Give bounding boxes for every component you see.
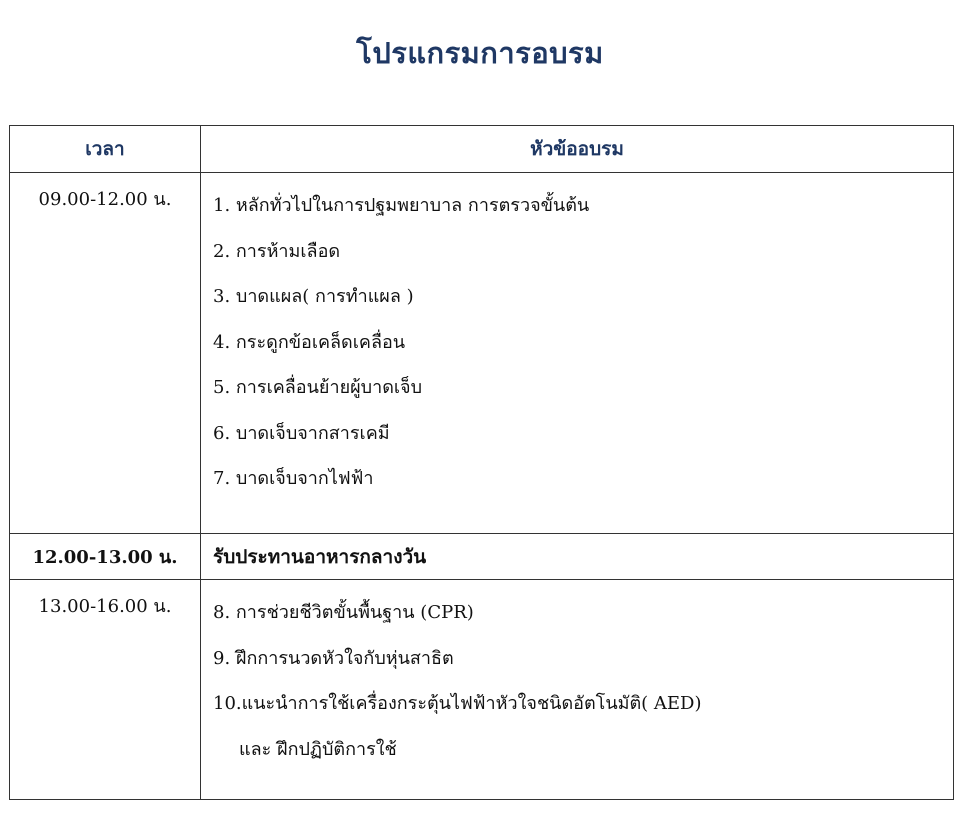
training-schedule-table	[9, 125, 954, 800]
session-topics	[201, 580, 954, 800]
topic-item: 6. บาดเจ็บจากสารเคมี	[213, 422, 390, 444]
table-header-row	[10, 126, 954, 173]
topic-item: 3. บาดแผล( การทำแผล )	[213, 286, 414, 307]
table-row-afternoon-session	[10, 580, 954, 800]
column-header-topic: หัวข้ออบรม	[201, 126, 954, 173]
topic-item: 9. ฝึกการนวดหัวใจกับหุ่นสาธิต	[213, 647, 454, 669]
table-row-lunch-break	[10, 534, 954, 580]
column-header-time: เวลา	[10, 126, 201, 173]
session-time: 12.00-13.00 น.	[10, 534, 201, 580]
topic-item: 8. การช่วยชีวิตขั้นพื้นฐาน (CPR)	[213, 602, 474, 623]
topic-item: 4. กระดูกข้อเคล็ดเคลื่อน	[213, 331, 406, 353]
topic-item: 7. บาดเจ็บจากไฟฟ้า	[213, 468, 374, 489]
session-topics	[201, 173, 954, 534]
lunch-label: รับประทานอาหารกลางวัน	[201, 534, 954, 580]
session-time: 13.00-16.00 น.	[10, 580, 201, 800]
table-row-morning-session	[10, 173, 954, 534]
topic-item: 1. หลักทั่วไปในการปฐมพยาบาล การตรวจขั้นต้น	[213, 195, 590, 216]
page-title: โปรแกรมการอบรม	[356, 36, 604, 70]
topic-item: และ ฝึกปฏิบัติการใช้	[239, 738, 397, 760]
session-time: 09.00-12.00 น.	[10, 173, 201, 534]
topic-item: 5. การเคลื่อนย้ายผู้บาดเจ็บ	[213, 377, 423, 398]
topic-item: 10.แนะนำการใช้เครื่องกระตุ้นไฟฟ้าหัวใจชนิดอัตโนมัติ( AED)	[213, 693, 702, 714]
topic-item: 2. การห้ามเลือด	[213, 240, 341, 262]
